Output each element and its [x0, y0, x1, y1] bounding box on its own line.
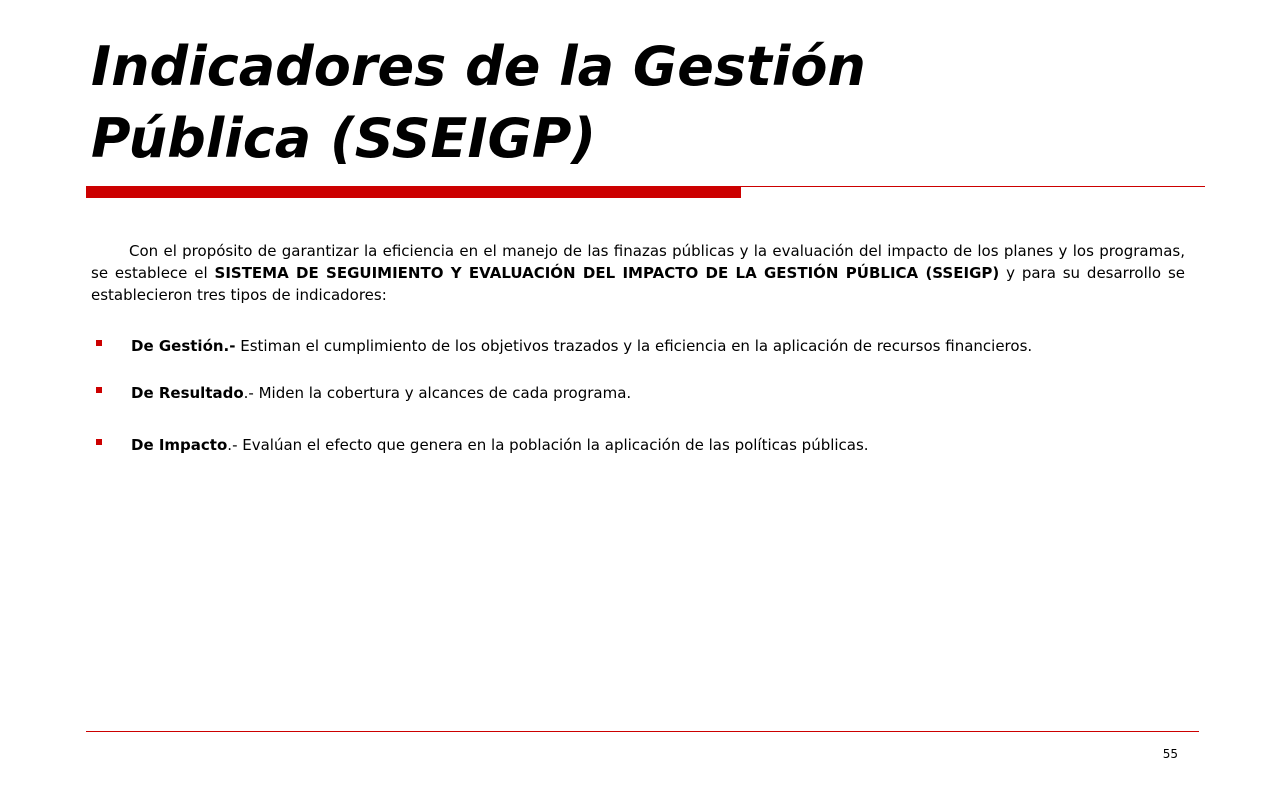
slide-title [91, 31, 1191, 175]
slide-title-line-2: Pública (SSEIGP) [91, 107, 597, 170]
square-bullet-icon [96, 387, 102, 393]
title-underline-thin [741, 186, 1205, 187]
square-bullet-icon [96, 439, 102, 445]
indicator-term: De Resultado [131, 384, 244, 402]
intro-text-end: y para su desarrollo se establecieron tres tipos de indicadores: [91, 264, 1185, 304]
square-bullet-icon [96, 340, 102, 346]
indicator-term: De Impacto [131, 436, 228, 454]
intro-text-start: Con el propósito de garantizar la eficiencia en el manejo de las finazas públicas y la evaluación del impacto de los planes y los programas, se establece el [91, 242, 1185, 282]
indicator-description: Estiman el cumplimiento de los objetivos trazados y la eficiencia en la aplicación de recursos financieros. [235, 337, 1033, 355]
indicator-text [131, 382, 631, 404]
indicator-text [131, 335, 1032, 357]
indicator-term: De Gestión.- [131, 337, 236, 355]
footer-divider [86, 731, 1199, 732]
indicator-description: .- Miden la cobertura y alcances de cada programa. [243, 384, 632, 402]
indicator-text [131, 434, 869, 456]
intro-paragraph [91, 240, 1185, 306]
title-underline-thick [86, 186, 741, 198]
intro-system-name: SISTEMA DE SEGUIMIENTO Y EVALUACIÓN DEL IMPACTO DE LA GESTIÓN PÚBLICA (SSEIGP) [214, 264, 1000, 282]
page-number: 55 [1162, 747, 1178, 761]
indicator-description: .- Evalúan el efecto que genera en la población la aplicación de las políticas públicas. [227, 436, 869, 454]
slide-title-line-1: Indicadores de la Gestión [91, 35, 866, 98]
